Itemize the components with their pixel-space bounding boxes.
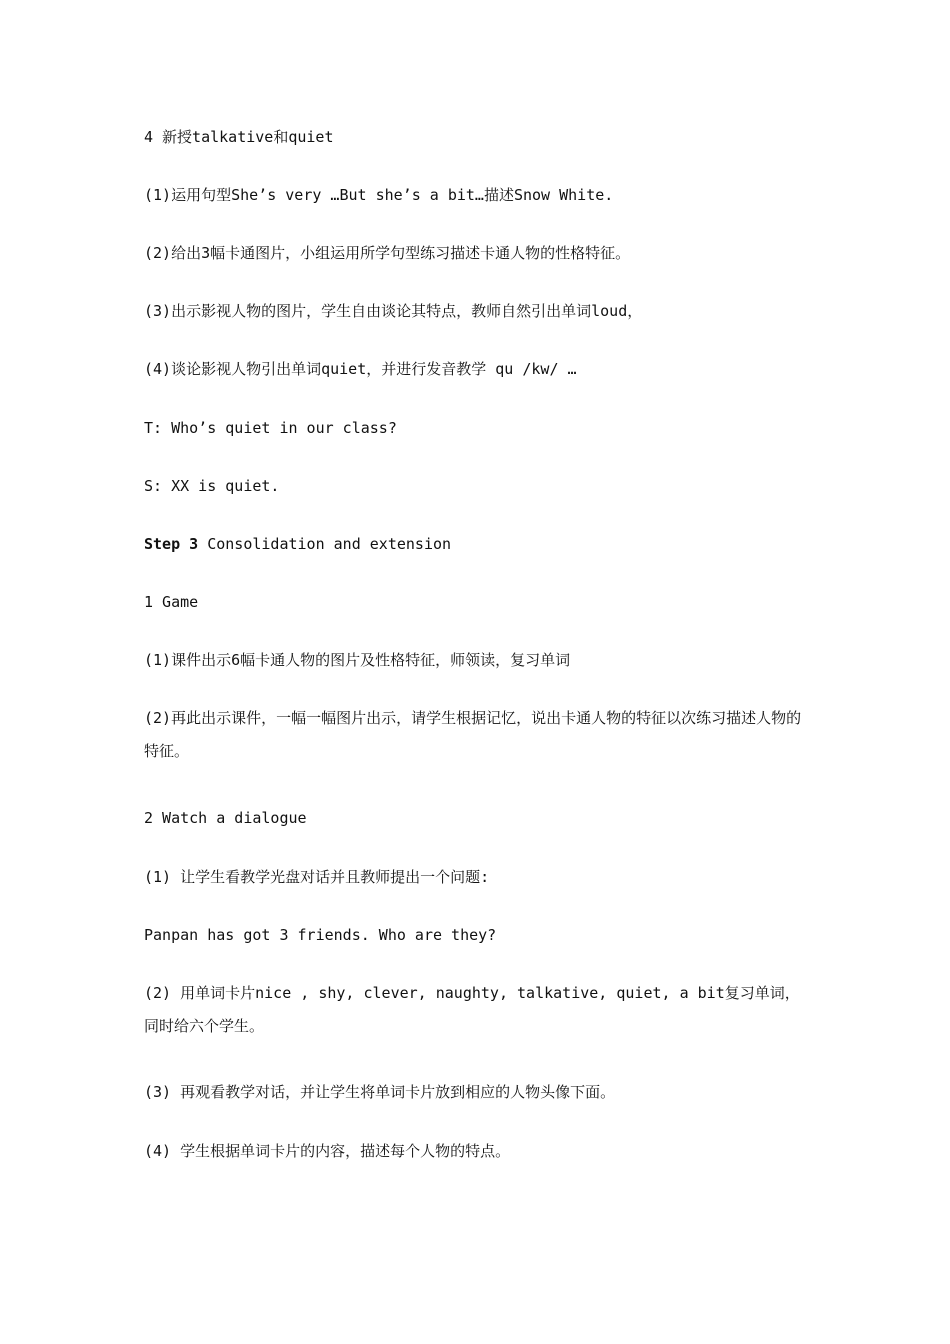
text-paragraph: (2) 用单词卡片nice , shy, clever, naughty, talkative, quiet, a bit复习单词，同时给六个学生。 (144, 984, 800, 1035)
subsection-heading-dialogue: 2 Watch a dialogue (144, 809, 307, 827)
text-line: (3)出示影视人物的图片，学生自由谈论其特点，教师自然引出单词loud， (144, 302, 643, 320)
step-heading (144, 533, 814, 555)
text-line: (2)给出3幅卡通图片，小组运用所学句型练习描述卡通人物的性格特征。 (144, 244, 631, 262)
step-label: Step 3 (144, 535, 199, 553)
text-line: (3) 再观看教学对话，并让学生将单词卡片放到相应的人物头像下面。 (144, 1083, 616, 1101)
text-line: (1)运用句型She’s very …But she’s a bit…描述Snow White. (144, 186, 614, 204)
text-line: (1) 让学生看教学光盘对话并且教师提出一个问题: (144, 868, 490, 886)
section-heading-new-words: 4 新授talkative和quiet (144, 128, 334, 146)
dialogue-student-line: S: XX is quiet. (144, 477, 280, 495)
question-line: Panpan has got 3 friends. Who are they? (144, 926, 497, 944)
text-line: (4)谈论影视人物引出单词quiet，并进行发音教学 qu /kw/ … (144, 360, 577, 378)
step-title: Consolidation and extension (207, 535, 452, 553)
text-paragraph: (2)再此出示课件，一幅一幅图片出示，请学生根据记忆，说出卡通人物的特征以次练习描述人物的特征。 (144, 709, 802, 760)
subsection-heading-game: 1 Game (144, 593, 199, 611)
text-line: (4) 学生根据单词卡片的内容，描述每个人物的特点。 (144, 1142, 511, 1160)
dialogue-teacher-line: T: Who’s quiet in our class? (144, 419, 397, 437)
text-line: (1)课件出示6幅卡通人物的图片及性格特征，师领读，复习单词 (144, 651, 571, 669)
